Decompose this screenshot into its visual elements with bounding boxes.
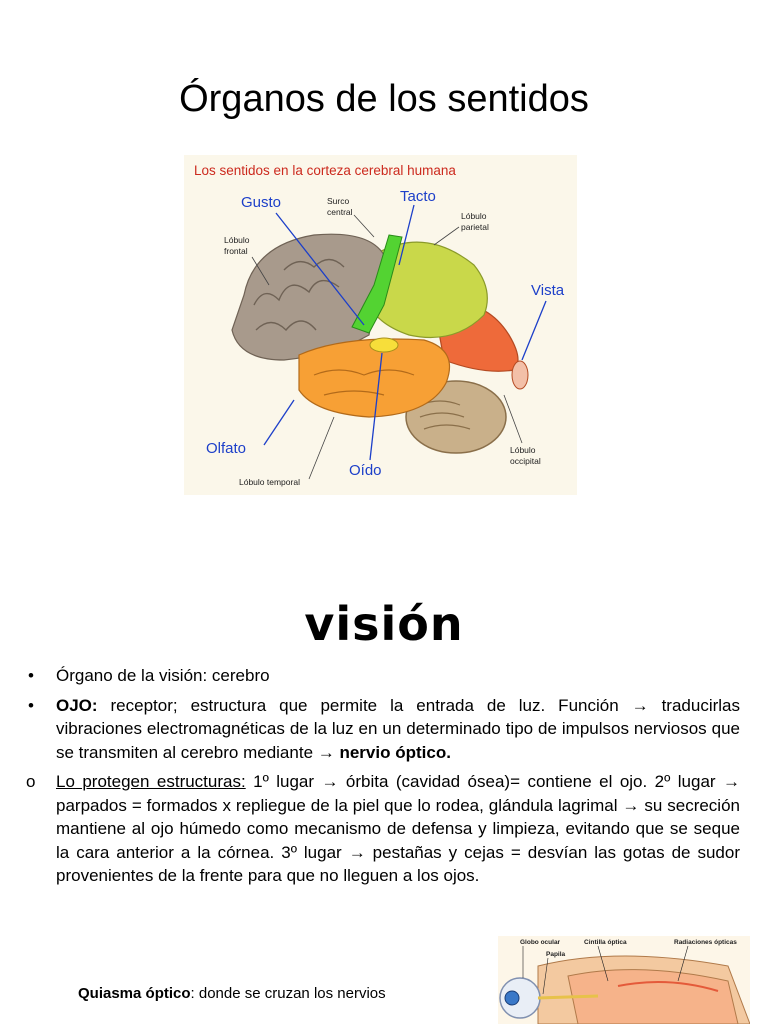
label-parietal-line1: Lóbulo — [461, 211, 487, 221]
auditory-area — [370, 338, 398, 352]
label-oido: Oído — [349, 462, 382, 479]
label-surco-line1: Surco — [327, 196, 350, 206]
label-olfato: Olfato — [206, 440, 247, 457]
page-title: Órganos de los sentidos — [179, 78, 589, 120]
label-temporal: Lóbulo temporal — [239, 477, 300, 487]
bullet-marker: • — [28, 666, 34, 685]
bullet-underlined-lead: Lo protegen estructuras: — [56, 772, 246, 791]
quiasma-bold: Quiasma óptico — [78, 985, 191, 1002]
label-surco-line2: central — [327, 207, 353, 217]
optic-pathway-illustration — [498, 936, 750, 1024]
label-gusto: Gusto — [241, 194, 282, 211]
bullet-list — [24, 664, 740, 894]
list-item — [24, 770, 740, 888]
bullet-text: receptor; estructura que permite la entrada de luz. Función → traducirlas vibraciones electromagnéticas de la luz en un determinado tipo de impulsos nerviosos que se transmiten al cerebro mediante → — [56, 695, 740, 762]
label-radiaciones-opticas: Radiaciones ópticas — [674, 939, 737, 946]
list-item — [24, 664, 740, 688]
section-heading: visión — [304, 597, 464, 651]
label-frontal-line2: frontal — [224, 246, 248, 256]
label-occipital-line1: Lóbulo — [510, 445, 536, 455]
label-tacto: Tacto — [400, 188, 436, 205]
brain-senses-figure — [184, 155, 577, 495]
label-frontal-line1: Lóbulo — [224, 235, 250, 245]
visual-area — [512, 361, 528, 389]
quiasma-caption — [78, 985, 386, 1002]
label-parietal-line2: parietal — [461, 222, 489, 232]
label-vista: Vista — [531, 282, 565, 299]
bullet-text: Órgano de la visión: cerebro — [56, 666, 270, 685]
quiasma-text: : donde se cruzan los nervios — [190, 985, 386, 1002]
figure-heading: Los sentidos en la corteza cerebral humana — [194, 163, 456, 178]
brain-illustration — [184, 155, 577, 495]
optic-pathway-figure — [498, 936, 750, 1024]
label-globo-ocular: Globo ocular — [520, 939, 561, 946]
label-papila: Papila — [546, 951, 566, 958]
bullet-marker: o — [26, 772, 36, 791]
label-cintilla-optica: Cintilla óptica — [584, 939, 627, 946]
bullet-marker: • — [28, 695, 34, 715]
bullet-bold-tail: nervio óptico. — [339, 742, 451, 762]
label-occipital-line2: occipital — [510, 456, 541, 466]
bullet-bold-lead: OJO: — [56, 695, 98, 715]
list-item — [24, 694, 740, 765]
bullet-text: 1º lugar → órbita (cavidad ósea)= contiene el ojo. 2º lugar → parpados = formados x repliegue de la piel que lo rodea, glándula lagrimal → su secreción mantiene al ojo húmedo como mecanismo de defensa y limpieza, evitando que se seque la cara anterior a la córnea. 3º lugar → pestañas y cejas = desvían las gotas de sudor provenientes de la frente para que no lleguen a los ojos. — [56, 772, 740, 885]
